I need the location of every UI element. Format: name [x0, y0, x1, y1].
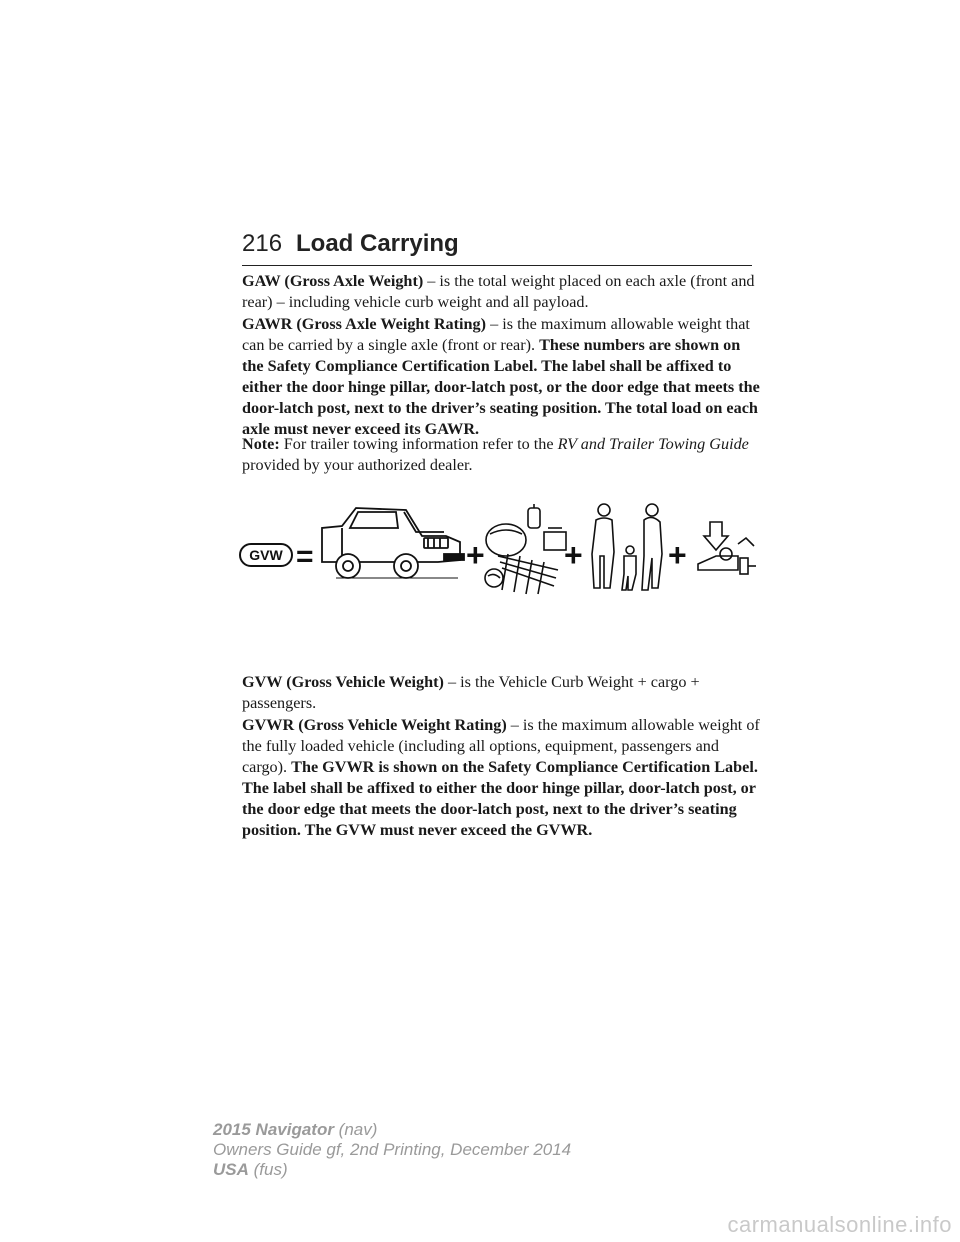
gvwr-text: – is the maximum allowable weight of the fully loaded vehicle (including all options, equipment, passengers and cargo).: [242, 716, 760, 776]
gvw-definition: [242, 672, 762, 714]
gawr-text: – is the maximum allowable weight that can be carried by a single axle (front or rear).: [242, 315, 750, 354]
gawr-definition: [242, 314, 762, 440]
passengers-icon: [592, 504, 662, 590]
gvw-badge-text: GVW: [249, 547, 283, 563]
footer-line-1: [213, 1120, 571, 1140]
gawr-bold-text: These numbers are shown on the Safety Compliance Certification Label. The label shall be affixed to either the door hinge pillar, door-latch post, or the door edge that meets the door-latch post, next to the driver’s seating position. The total load on each axle must never exceed its GAWR.: [242, 336, 760, 438]
document-footer: [213, 1120, 571, 1180]
gvwr-term: GVWR (Gross Vehicle Weight Rating): [242, 716, 507, 734]
note-label: Note:: [242, 435, 280, 453]
footer-line-2: Owners Guide gf, 2nd Printing, December 2014: [213, 1140, 572, 1159]
gvw-text: – is the Vehicle Curb Weight + cargo + passengers.: [242, 673, 700, 712]
gaw-text: – is the total weight placed on each axle (front and rear) – including vehicle curb weight and all payload.: [242, 272, 755, 311]
section-title: Load Carrying: [296, 230, 459, 257]
footer-line-3: [213, 1160, 571, 1180]
note-text-end: provided by your authorized dealer.: [242, 456, 473, 474]
page-number: 216: [242, 230, 283, 257]
towing-note: [242, 434, 762, 476]
truck-icon: [322, 508, 464, 578]
gaw-term: GAW (Gross Axle Weight): [242, 272, 424, 290]
gvw-term: GVW (Gross Vehicle Weight): [242, 673, 444, 691]
equals-sign: =: [296, 540, 314, 573]
plus-sign-2: +: [564, 537, 583, 573]
gaw-definition: [242, 271, 762, 313]
footer-model-code: (nav): [333, 1120, 378, 1139]
trailer-hitch-icon: [698, 522, 756, 574]
cargo-icon: [485, 504, 566, 594]
plus-sign-1: +: [466, 537, 485, 573]
gawr-term: GAWR (Gross Axle Weight Rating): [242, 315, 487, 333]
watermark: carmanualsonline.info: [727, 1212, 952, 1237]
gvw-illustration: [238, 498, 758, 600]
note-text: For trailer towing information refer to the: [279, 435, 558, 453]
gvw-badge: [240, 544, 292, 566]
plus-sign-3: +: [668, 537, 687, 573]
towing-guide-title: RV and Trailer Towing Guide: [557, 435, 749, 453]
footer-market-code: (fus): [248, 1160, 288, 1179]
footer-model: 2015 Navigator: [213, 1120, 334, 1139]
page-header: [242, 229, 752, 266]
gvwr-bold-text: The GVWR is shown on the Safety Compliance Certification Label. The label shall be affixed to either the door hinge pillar, door-latch post, or the door edge that meets the door-latch post, next to the driver’s seating position. The GVW must never exceed the GVWR.: [242, 758, 758, 839]
footer-market: USA: [213, 1160, 249, 1179]
gvwr-definition: [242, 715, 762, 841]
